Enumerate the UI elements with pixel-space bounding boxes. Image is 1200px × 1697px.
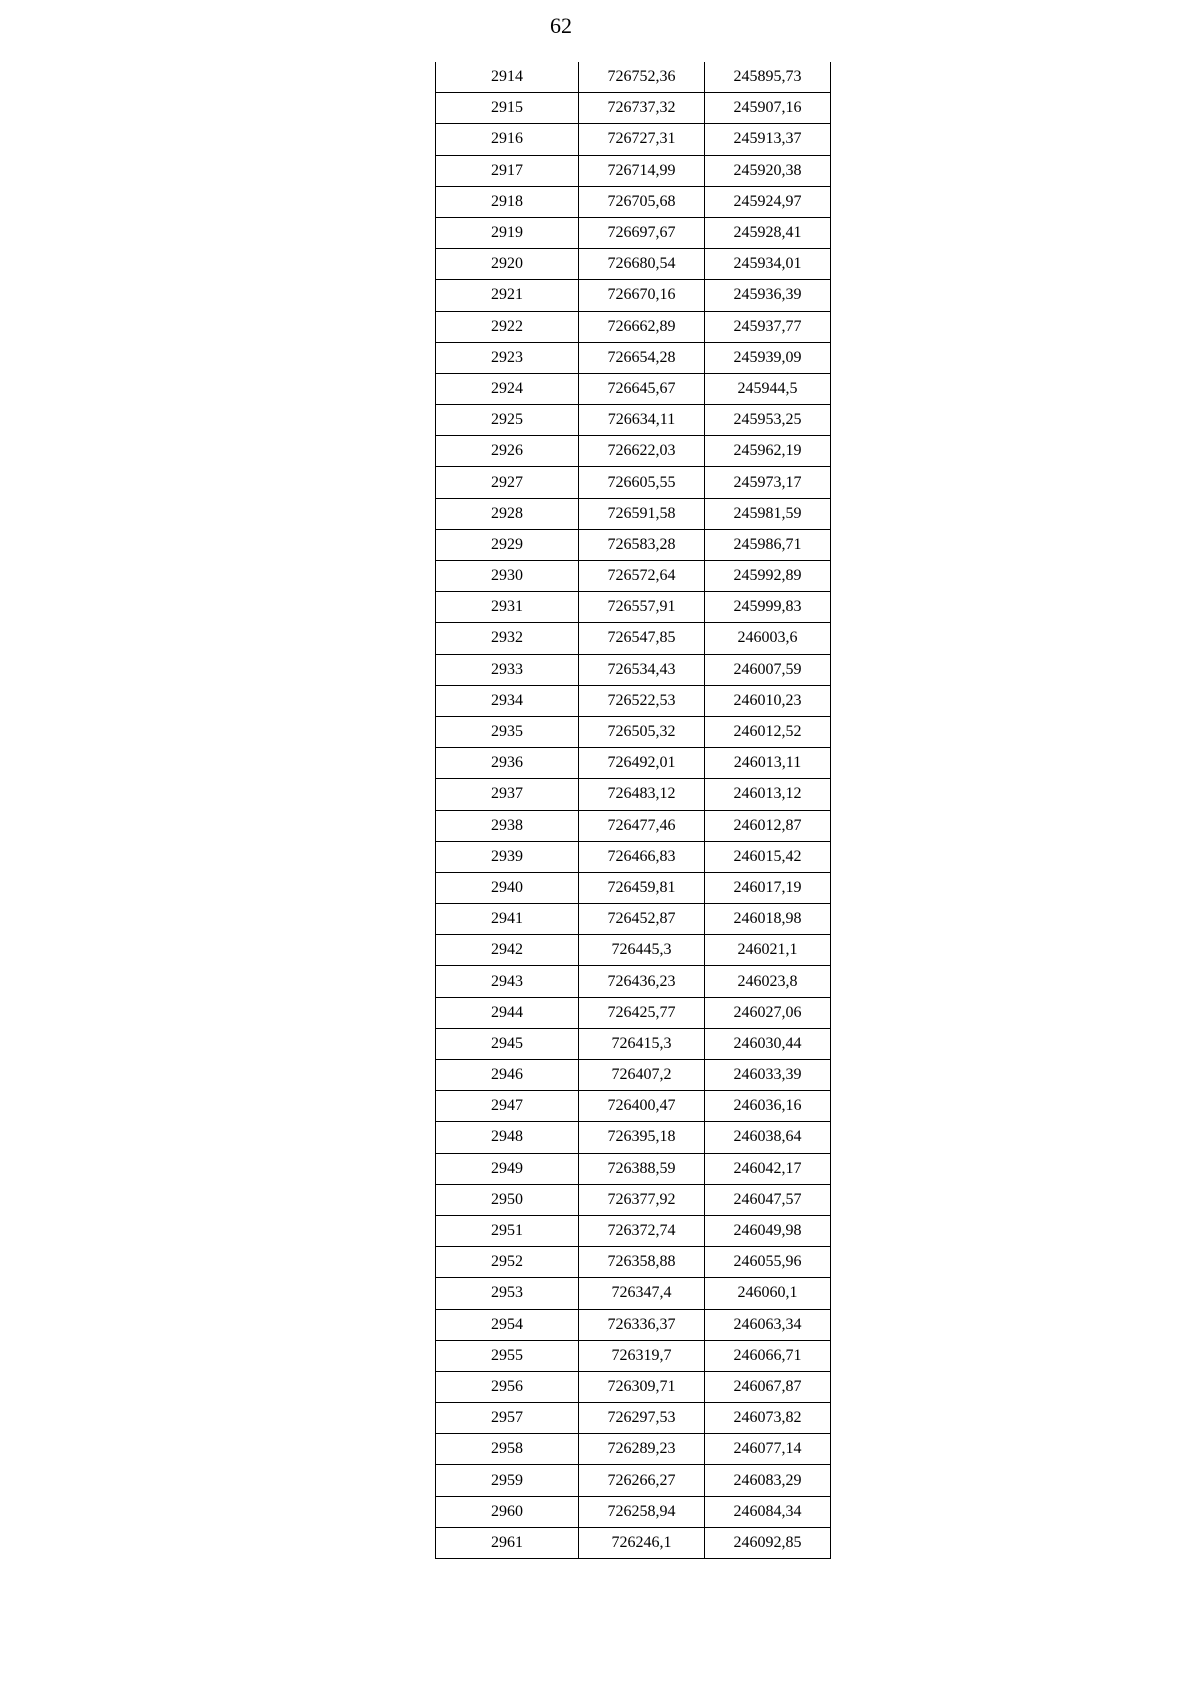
point-number-cell: 2931 (436, 592, 579, 623)
x-coordinate-cell: 726492,01 (579, 748, 705, 779)
point-number-cell: 2952 (436, 1247, 579, 1278)
y-coordinate-cell: 246063,34 (705, 1309, 831, 1340)
y-coordinate-cell: 246018,98 (705, 904, 831, 935)
table-row (436, 561, 831, 592)
x-coordinate-cell: 726246,1 (579, 1527, 705, 1558)
y-coordinate-cell: 245962,19 (705, 436, 831, 467)
table-row (436, 1340, 831, 1371)
x-coordinate-cell: 726727,31 (579, 124, 705, 155)
point-number-cell: 2960 (436, 1496, 579, 1527)
x-coordinate-cell: 726425,77 (579, 997, 705, 1028)
y-coordinate-cell: 245981,59 (705, 498, 831, 529)
x-coordinate-cell: 726680,54 (579, 249, 705, 280)
x-coordinate-cell: 726258,94 (579, 1496, 705, 1527)
table-row (436, 124, 831, 155)
x-coordinate-cell: 726388,59 (579, 1153, 705, 1184)
x-coordinate-cell: 726505,32 (579, 716, 705, 747)
table-row (436, 872, 831, 903)
y-coordinate-cell: 246013,12 (705, 779, 831, 810)
x-coordinate-cell: 726452,87 (579, 904, 705, 935)
point-number-cell: 2930 (436, 561, 579, 592)
point-number-cell: 2958 (436, 1434, 579, 1465)
y-coordinate-cell: 246015,42 (705, 841, 831, 872)
x-coordinate-cell: 726534,43 (579, 654, 705, 685)
point-number-cell: 2924 (436, 373, 579, 404)
table-row (436, 1309, 831, 1340)
table-row (436, 1060, 831, 1091)
table-row (436, 62, 831, 93)
x-coordinate-cell: 726347,4 (579, 1278, 705, 1309)
table-row (436, 1278, 831, 1309)
y-coordinate-cell: 246033,39 (705, 1060, 831, 1091)
y-coordinate-cell: 245953,25 (705, 405, 831, 436)
point-number-cell: 2920 (436, 249, 579, 280)
y-coordinate-cell: 245986,71 (705, 529, 831, 560)
y-coordinate-cell: 245992,89 (705, 561, 831, 592)
point-number-cell: 2945 (436, 1028, 579, 1059)
x-coordinate-cell: 726547,85 (579, 623, 705, 654)
x-coordinate-cell: 726266,27 (579, 1465, 705, 1496)
point-number-cell: 2929 (436, 529, 579, 560)
table-row (436, 1403, 831, 1434)
x-coordinate-cell: 726737,32 (579, 93, 705, 124)
x-coordinate-cell: 726705,68 (579, 186, 705, 217)
y-coordinate-cell: 245973,17 (705, 467, 831, 498)
table-row (436, 841, 831, 872)
y-coordinate-cell: 246047,57 (705, 1184, 831, 1215)
x-coordinate-cell: 726483,12 (579, 779, 705, 810)
x-coordinate-cell: 726697,67 (579, 217, 705, 248)
x-coordinate-cell: 726336,37 (579, 1309, 705, 1340)
point-number-cell: 2951 (436, 1215, 579, 1246)
table-row (436, 685, 831, 716)
point-number-cell: 2950 (436, 1184, 579, 1215)
table-row (436, 1184, 831, 1215)
point-number-cell: 2948 (436, 1122, 579, 1153)
point-number-cell: 2917 (436, 155, 579, 186)
y-coordinate-cell: 246066,71 (705, 1340, 831, 1371)
x-coordinate-cell: 726622,03 (579, 436, 705, 467)
y-coordinate-cell: 245936,39 (705, 280, 831, 311)
table-row (436, 748, 831, 779)
y-coordinate-cell: 246073,82 (705, 1403, 831, 1434)
x-coordinate-cell: 726289,23 (579, 1434, 705, 1465)
x-coordinate-cell: 726522,53 (579, 685, 705, 716)
point-number-cell: 2927 (436, 467, 579, 498)
point-number-cell: 2925 (436, 405, 579, 436)
y-coordinate-cell: 246055,96 (705, 1247, 831, 1278)
y-coordinate-cell: 245907,16 (705, 93, 831, 124)
point-number-cell: 2938 (436, 810, 579, 841)
table-row (436, 654, 831, 685)
x-coordinate-cell: 726572,64 (579, 561, 705, 592)
y-coordinate-cell: 246049,98 (705, 1215, 831, 1246)
point-number-cell: 2919 (436, 217, 579, 248)
point-number-cell: 2959 (436, 1465, 579, 1496)
y-coordinate-cell: 246003,6 (705, 623, 831, 654)
y-coordinate-cell: 246012,87 (705, 810, 831, 841)
y-coordinate-cell: 246013,11 (705, 748, 831, 779)
table-row (436, 186, 831, 217)
point-number-cell: 2921 (436, 280, 579, 311)
y-coordinate-cell: 246012,52 (705, 716, 831, 747)
y-coordinate-cell: 245920,38 (705, 155, 831, 186)
x-coordinate-cell: 726654,28 (579, 342, 705, 373)
point-number-cell: 2914 (436, 62, 579, 93)
point-number-cell: 2961 (436, 1527, 579, 1558)
table-row (436, 529, 831, 560)
x-coordinate-cell: 726662,89 (579, 311, 705, 342)
point-number-cell: 2957 (436, 1403, 579, 1434)
y-coordinate-cell: 245924,97 (705, 186, 831, 217)
x-coordinate-cell: 726670,16 (579, 280, 705, 311)
y-coordinate-cell: 246038,64 (705, 1122, 831, 1153)
y-coordinate-cell: 246067,87 (705, 1371, 831, 1402)
x-coordinate-cell: 726605,55 (579, 467, 705, 498)
table-row (436, 1465, 831, 1496)
point-number-cell: 2932 (436, 623, 579, 654)
point-number-cell: 2956 (436, 1371, 579, 1402)
y-coordinate-cell: 245895,73 (705, 62, 831, 93)
point-number-cell: 2944 (436, 997, 579, 1028)
point-number-cell: 2923 (436, 342, 579, 373)
x-coordinate-cell: 726297,53 (579, 1403, 705, 1434)
y-coordinate-cell: 245944,5 (705, 373, 831, 404)
x-coordinate-cell: 726583,28 (579, 529, 705, 560)
y-coordinate-cell: 246007,59 (705, 654, 831, 685)
x-coordinate-cell: 726395,18 (579, 1122, 705, 1153)
y-coordinate-cell: 245928,41 (705, 217, 831, 248)
x-coordinate-cell: 726377,92 (579, 1184, 705, 1215)
x-coordinate-cell: 726415,3 (579, 1028, 705, 1059)
table-row (436, 1247, 831, 1278)
table-row (436, 311, 831, 342)
table-row (436, 217, 831, 248)
x-coordinate-cell: 726400,47 (579, 1091, 705, 1122)
y-coordinate-cell: 246027,06 (705, 997, 831, 1028)
y-coordinate-cell: 246077,14 (705, 1434, 831, 1465)
y-coordinate-cell: 246017,19 (705, 872, 831, 903)
y-coordinate-cell: 245939,09 (705, 342, 831, 373)
table-row (436, 467, 831, 498)
table-row (436, 1496, 831, 1527)
point-number-cell: 2953 (436, 1278, 579, 1309)
x-coordinate-cell: 726436,23 (579, 966, 705, 997)
point-number-cell: 2933 (436, 654, 579, 685)
point-number-cell: 2954 (436, 1309, 579, 1340)
table-row (436, 779, 831, 810)
table-row (436, 810, 831, 841)
x-coordinate-cell: 726358,88 (579, 1247, 705, 1278)
y-coordinate-cell: 245934,01 (705, 249, 831, 280)
table-row (436, 280, 831, 311)
table-row (436, 1215, 831, 1246)
table-row (436, 405, 831, 436)
x-coordinate-cell: 726591,58 (579, 498, 705, 529)
y-coordinate-cell: 246084,34 (705, 1496, 831, 1527)
table-row (436, 623, 831, 654)
x-coordinate-cell: 726557,91 (579, 592, 705, 623)
coordinates-table (435, 62, 831, 1559)
point-number-cell: 2918 (436, 186, 579, 217)
table-row (436, 498, 831, 529)
table-row (436, 93, 831, 124)
y-coordinate-cell: 246010,23 (705, 685, 831, 716)
point-number-cell: 2943 (436, 966, 579, 997)
page-number: 62 (550, 13, 572, 38)
table-row (436, 904, 831, 935)
point-number-cell: 2934 (436, 685, 579, 716)
point-number-cell: 2955 (436, 1340, 579, 1371)
table-row (436, 1091, 831, 1122)
table-row (436, 1527, 831, 1558)
x-coordinate-cell: 726319,7 (579, 1340, 705, 1371)
table-row (436, 716, 831, 747)
point-number-cell: 2946 (436, 1060, 579, 1091)
y-coordinate-cell: 246021,1 (705, 935, 831, 966)
point-number-cell: 2936 (436, 748, 579, 779)
x-coordinate-cell: 726714,99 (579, 155, 705, 186)
y-coordinate-cell: 246030,44 (705, 1028, 831, 1059)
y-coordinate-cell: 246023,8 (705, 966, 831, 997)
table-row (436, 436, 831, 467)
point-number-cell: 2922 (436, 311, 579, 342)
table-row (436, 1122, 831, 1153)
x-coordinate-cell: 726407,2 (579, 1060, 705, 1091)
table-row (436, 249, 831, 280)
table-row (436, 966, 831, 997)
table-row (436, 1153, 831, 1184)
x-coordinate-cell: 726752,36 (579, 62, 705, 93)
x-coordinate-cell: 726466,83 (579, 841, 705, 872)
y-coordinate-cell: 245937,77 (705, 311, 831, 342)
point-number-cell: 2941 (436, 904, 579, 935)
table-row (436, 592, 831, 623)
table-row (436, 1434, 831, 1465)
y-coordinate-cell: 246083,29 (705, 1465, 831, 1496)
table-row (436, 373, 831, 404)
point-number-cell: 2947 (436, 1091, 579, 1122)
point-number-cell: 2926 (436, 436, 579, 467)
x-coordinate-cell: 726459,81 (579, 872, 705, 903)
y-coordinate-cell: 246042,17 (705, 1153, 831, 1184)
point-number-cell: 2939 (436, 841, 579, 872)
x-coordinate-cell: 726645,67 (579, 373, 705, 404)
point-number-cell: 2915 (436, 93, 579, 124)
table-row (436, 1371, 831, 1402)
x-coordinate-cell: 726634,11 (579, 405, 705, 436)
table-row (436, 997, 831, 1028)
table-row (436, 342, 831, 373)
x-coordinate-cell: 726477,46 (579, 810, 705, 841)
point-number-cell: 2928 (436, 498, 579, 529)
coordinates-table-body (436, 62, 831, 1559)
x-coordinate-cell: 726372,74 (579, 1215, 705, 1246)
point-number-cell: 2935 (436, 716, 579, 747)
table-row (436, 1028, 831, 1059)
point-number-cell: 2942 (436, 935, 579, 966)
x-coordinate-cell: 726309,71 (579, 1371, 705, 1402)
y-coordinate-cell: 245999,83 (705, 592, 831, 623)
y-coordinate-cell: 246036,16 (705, 1091, 831, 1122)
y-coordinate-cell: 246092,85 (705, 1527, 831, 1558)
y-coordinate-cell: 246060,1 (705, 1278, 831, 1309)
point-number-cell: 2937 (436, 779, 579, 810)
point-number-cell: 2916 (436, 124, 579, 155)
x-coordinate-cell: 726445,3 (579, 935, 705, 966)
point-number-cell: 2940 (436, 872, 579, 903)
table-row (436, 155, 831, 186)
y-coordinate-cell: 245913,37 (705, 124, 831, 155)
table-row (436, 935, 831, 966)
point-number-cell: 2949 (436, 1153, 579, 1184)
